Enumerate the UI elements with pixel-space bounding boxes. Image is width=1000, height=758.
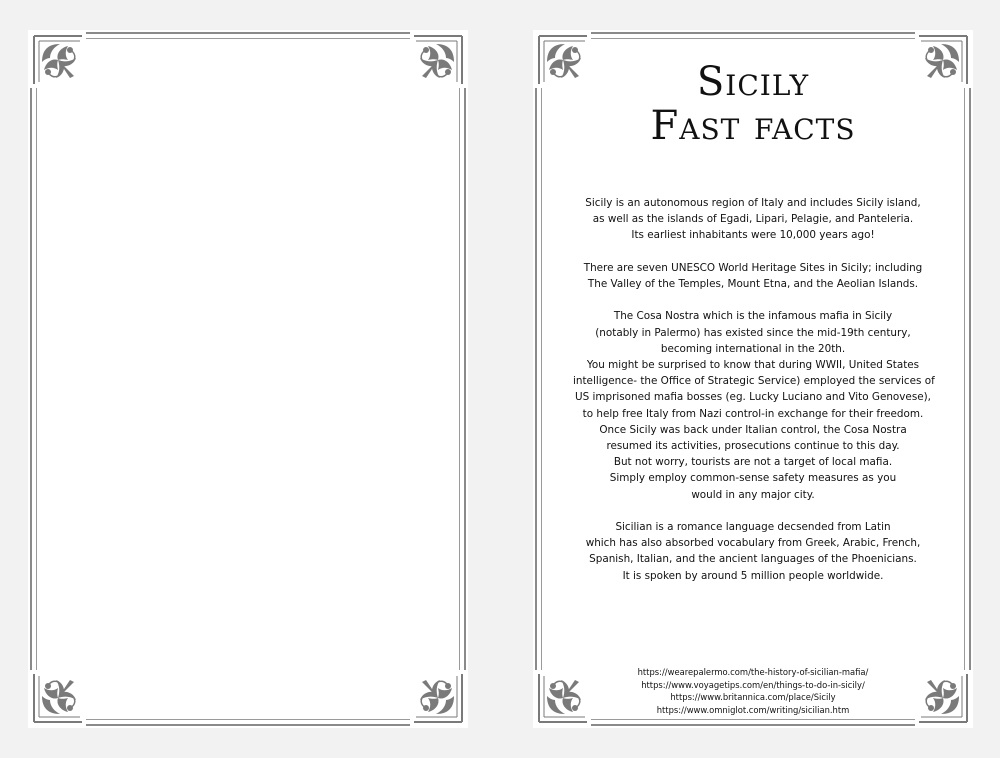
fact-line: It is spoken by around 5 million people worldwide. [622,569,884,582]
fact-line: resumed its activities, prosecutions continue to this day. [606,440,900,453]
fact-line: becoming international in the 20th. [660,342,846,355]
fact-line: Its earliest inhabitants were 10,000 years ago! [631,229,875,242]
fact-paragraph [573,195,933,244]
source-url: https://www.voyagetips.com/en/things-to-do-in-sicily/ [641,679,865,690]
fact-line: Sicily is an autonomous region of Italy and includes Sicily island, [585,197,921,209]
fact-line: The Cosa Nostra which is the infamous mafia in Sicily [613,310,893,323]
fact-line: The Valley of the Temples, Mount Etna, and the Aeolian Islands. [587,278,919,290]
fact-paragraph [573,308,933,502]
fact-line: Sicilian is a romance language decsended from Latin [615,521,891,534]
page-title [533,60,973,148]
source-url: https://www.omniglot.com/writing/sicilian.htm [656,704,850,715]
corner-ornament-icon [410,670,466,726]
sources-list [533,666,973,716]
corner-ornament-icon [410,32,466,88]
fact-paragraph [573,519,933,584]
facts-body [573,195,933,600]
fact-line: (notably in Palermo) has existed since the mid-19th century, [595,326,911,339]
fact-line: which has also absorbed vocabulary from Greek, Arabic, French, [585,537,921,550]
page-border-inner [36,38,460,720]
fact-line: US imprisoned mafia bosses (eg. Lucky Luciano and Vito Genovese), [574,391,931,404]
title-line-1: Sicily [696,59,810,105]
title-line-2: Fast facts [650,103,856,149]
left-page [28,30,468,728]
right-page [533,30,973,728]
fact-line: But not worry, tourists are not a target of local mafia. [613,456,893,469]
fact-line: as well as the islands of Egadi, Lipari, Pelagie, and Panteleria. [592,213,914,226]
corner-ornament-icon [30,670,86,726]
fact-line: would in any major city. [691,488,815,501]
fact-line: You might be surprised to know that during WWII, United States [586,359,920,371]
fact-line: Spanish, Italian, and the ancient languages of the Phoenicians. [589,553,917,566]
fact-line: intelligence- the Office of Strategic Service) employed the services of [573,375,935,388]
fact-line: to help free Italy from Nazi control-in exchange for their freedom. [582,407,924,420]
fact-line: Once Sicily was back under Italian control, the Cosa Nostra [599,423,907,436]
corner-ornament-icon [30,32,86,88]
fact-line: Simply employ common-sense safety measures as you [609,472,897,485]
fact-paragraph [573,260,933,292]
fact-line: There are seven UNESCO World Heritage Sites in Sicily; including [583,261,923,274]
source-url: https://www.britannica.com/place/Sicily [670,692,836,702]
source-url: https://wearepalermo.com/the-history-of-sicilian-mafia/ [637,667,869,677]
